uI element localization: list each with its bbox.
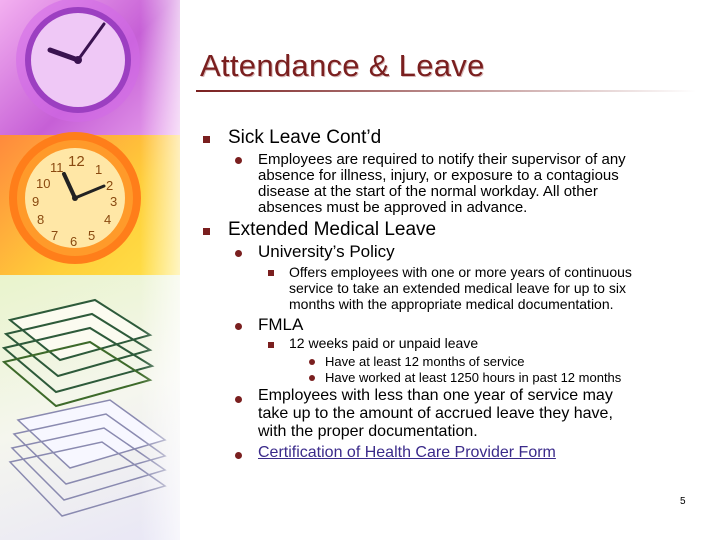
svg-text:10: 10: [36, 176, 51, 191]
certification-form-link[interactable]: Certification of Health Care Provider Form: [258, 444, 556, 461]
svg-text:8: 8: [37, 212, 45, 227]
policy-text-line: service to take an extended medical leave for up to six: [289, 280, 626, 296]
level2-bullet: [235, 250, 242, 257]
less-than-year-line: take up to the amount of accrued leave they have,: [258, 405, 613, 422]
sick-leave-text-line: disease at the start of the normal workday. All other: [258, 183, 598, 200]
title-underline: [196, 90, 696, 92]
svg-text:9: 9: [32, 194, 40, 209]
svg-text:11: 11: [50, 160, 64, 175]
policy-text-line: Offers employees with one or more years of continuous: [289, 264, 632, 280]
less-than-year-line: Employees with less than one year of service may: [258, 387, 613, 404]
less-than-year-line: with the proper documentation.: [258, 423, 478, 440]
purple-clock-icon: [16, 0, 140, 122]
fmla-item: 12 weeks paid or unpaid leave: [289, 335, 479, 351]
level4-bullet: [309, 375, 315, 381]
sick-leave-heading: Sick Leave Cont’d: [228, 127, 382, 148]
policy-heading: University’s Policy: [258, 242, 395, 261]
level1-bullet: [203, 228, 210, 235]
svg-text:3: 3: [110, 194, 118, 209]
svg-text:6: 6: [70, 234, 78, 249]
sick-leave-text-line: absence for illness, injury, or exposure to a contagious: [258, 167, 619, 184]
level3-bullet: [268, 270, 274, 276]
sick-leave-text-line: absences must be approved in advance.: [258, 199, 528, 216]
level3-bullet: [268, 342, 274, 348]
level2-bullet: [235, 396, 242, 403]
level4-bullet: [309, 359, 315, 365]
fmla-subitem: Have worked at least 1250 hours in past 12 months: [325, 370, 622, 385]
policy-text-line: months with the appropriate medical documentation.: [289, 296, 614, 312]
level2-bullet: [235, 323, 242, 330]
orange-clock-icon: [13, 136, 137, 260]
svg-text:5: 5: [88, 228, 96, 243]
level2-bullet: [235, 157, 242, 164]
panel-fade: [140, 0, 200, 540]
level1-bullet: [203, 136, 210, 143]
level2-bullet: [235, 452, 242, 459]
page-number: 5: [680, 496, 686, 507]
svg-text:2: 2: [106, 178, 114, 193]
svg-text:12: 12: [68, 153, 85, 170]
fmla-heading: FMLA: [258, 315, 304, 334]
svg-text:1: 1: [95, 162, 103, 177]
svg-text:4: 4: [104, 212, 112, 227]
svg-text:7: 7: [51, 228, 59, 243]
extended-leave-heading: Extended Medical Leave: [228, 219, 437, 240]
fmla-subitem: Have at least 12 months of service: [325, 354, 525, 369]
sick-leave-text-line: Employees are required to notify their supervisor of any: [258, 151, 626, 168]
slide-title: Attendance & Leave: [200, 48, 485, 83]
